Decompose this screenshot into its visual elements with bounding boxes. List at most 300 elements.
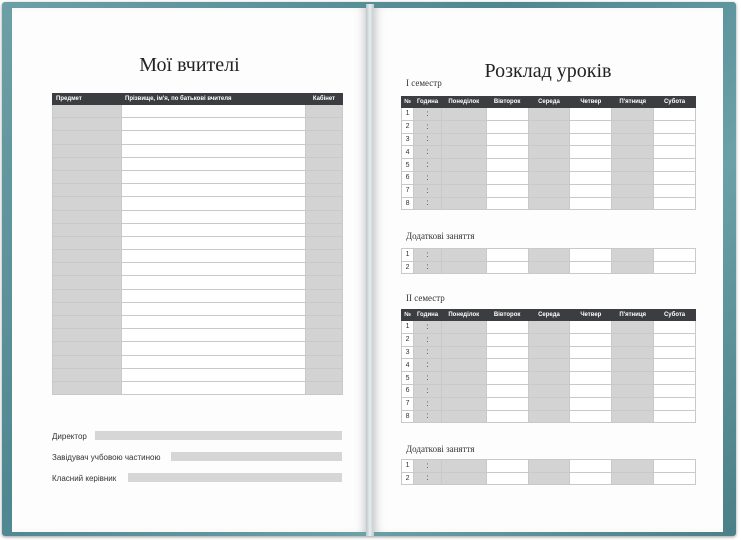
lesson-cell[interactable]: [441, 120, 486, 133]
subject-cell[interactable]: [53, 302, 122, 315]
subject-cell[interactable]: [53, 289, 122, 302]
teacher-row: [53, 157, 343, 170]
lesson-number: 7: [402, 184, 414, 197]
lesson-time-cell[interactable]: :: [414, 133, 442, 146]
room-cell[interactable]: [306, 316, 343, 329]
teacher-row: [53, 170, 343, 183]
lesson-cell[interactable]: [528, 159, 570, 172]
lesson-time-cell[interactable]: :: [414, 184, 442, 197]
lesson-cell[interactable]: [486, 197, 528, 210]
lesson-cell[interactable]: [570, 472, 612, 485]
semester-2-label: II семестр: [406, 293, 445, 303]
teacher-row: [53, 223, 343, 236]
lesson-cell[interactable]: [528, 133, 570, 146]
teacher-row: [53, 210, 343, 223]
teacher-name-cell[interactable]: [122, 170, 306, 183]
lesson-cell[interactable]: [570, 410, 612, 423]
lesson-cell[interactable]: [528, 184, 570, 197]
lesson-cell[interactable]: [570, 372, 612, 385]
room-cell[interactable]: [306, 236, 343, 249]
schedule-row: [402, 410, 696, 423]
schedule-row: [402, 146, 696, 159]
teacher-name-cell[interactable]: [122, 276, 306, 289]
room-cell[interactable]: [306, 197, 343, 210]
schedule-row: [402, 384, 696, 397]
subject-cell[interactable]: [53, 250, 122, 263]
room-cell[interactable]: [306, 131, 343, 144]
room-cell[interactable]: [306, 289, 343, 302]
lesson-cell[interactable]: [486, 397, 528, 410]
header-subject: Предмет: [53, 94, 122, 105]
lesson-cell[interactable]: [528, 397, 570, 410]
lesson-cell[interactable]: [612, 410, 654, 423]
lesson-cell[interactable]: [486, 333, 528, 346]
lesson-cell[interactable]: [486, 372, 528, 385]
lesson-cell[interactable]: [486, 249, 528, 262]
schedule-row: [402, 460, 696, 473]
schedule-row: [402, 197, 696, 210]
subject-cell[interactable]: [53, 381, 122, 394]
lesson-cell[interactable]: [441, 249, 486, 262]
semester-2-schedule: [401, 309, 696, 423]
lesson-cell[interactable]: [528, 472, 570, 485]
teacher-row: [53, 197, 343, 210]
lesson-cell[interactable]: [612, 472, 654, 485]
teacher-name-cell[interactable]: [122, 223, 306, 236]
lesson-cell[interactable]: [570, 321, 612, 334]
teacher-name-cell[interactable]: [122, 197, 306, 210]
lesson-cell[interactable]: [654, 171, 696, 184]
lesson-cell[interactable]: [486, 346, 528, 359]
lesson-cell[interactable]: [486, 359, 528, 372]
lesson-cell[interactable]: [654, 346, 696, 359]
lesson-cell[interactable]: [570, 133, 612, 146]
lesson-cell[interactable]: [486, 108, 528, 121]
lesson-time-cell[interactable]: :: [414, 359, 442, 372]
schedule-header-1: Година: [414, 97, 442, 108]
room-cell[interactable]: [306, 302, 343, 315]
lesson-cell[interactable]: [528, 384, 570, 397]
schedule-page: [373, 8, 723, 532]
subject-cell[interactable]: [53, 223, 122, 236]
lesson-number: 3: [402, 346, 414, 359]
lesson-cell[interactable]: [612, 372, 654, 385]
schedule-row: [402, 372, 696, 385]
room-cell[interactable]: [306, 381, 343, 394]
teacher-name-cell[interactable]: [122, 263, 306, 276]
lesson-cell[interactable]: [486, 171, 528, 184]
lesson-cell[interactable]: [528, 346, 570, 359]
teacher-row: [53, 131, 343, 144]
lesson-time-cell[interactable]: :: [414, 397, 442, 410]
teacher-name-cell[interactable]: [122, 118, 306, 131]
lesson-number: 1: [402, 108, 414, 121]
lesson-cell[interactable]: [654, 321, 696, 334]
lesson-cell[interactable]: [528, 108, 570, 121]
schedule-row: [402, 261, 696, 274]
subject-cell[interactable]: [53, 105, 122, 118]
lesson-cell[interactable]: [612, 359, 654, 372]
teacher-row: [53, 263, 343, 276]
lesson-cell[interactable]: [486, 384, 528, 397]
lesson-cell[interactable]: [486, 120, 528, 133]
lesson-cell[interactable]: [486, 159, 528, 172]
lesson-time-cell[interactable]: :: [414, 159, 442, 172]
lesson-number: 2: [402, 120, 414, 133]
lesson-cell[interactable]: [612, 197, 654, 210]
lesson-cell[interactable]: [654, 249, 696, 262]
lesson-time-cell[interactable]: :: [414, 171, 442, 184]
lesson-cell[interactable]: [528, 460, 570, 473]
lesson-cell[interactable]: [654, 146, 696, 159]
lesson-number: 8: [402, 410, 414, 423]
lesson-cell[interactable]: [654, 410, 696, 423]
header-room: Кабінет: [306, 94, 343, 105]
teacher-name-cell[interactable]: [122, 144, 306, 157]
schedule-header-5: Четвер: [570, 310, 612, 321]
schedule-header-5: Четвер: [570, 97, 612, 108]
schedule-header-4: Середа: [528, 97, 570, 108]
lesson-number: 5: [402, 159, 414, 172]
lesson-cell[interactable]: [654, 472, 696, 485]
lesson-cell[interactable]: [441, 472, 486, 485]
lesson-time-cell[interactable]: :: [414, 120, 442, 133]
subject-cell[interactable]: [53, 263, 122, 276]
lesson-cell[interactable]: [441, 133, 486, 146]
lesson-cell[interactable]: [441, 410, 486, 423]
lesson-cell[interactable]: [441, 372, 486, 385]
lesson-cell[interactable]: [570, 146, 612, 159]
lesson-cell[interactable]: [441, 184, 486, 197]
lesson-cell[interactable]: [612, 261, 654, 274]
lesson-time-cell[interactable]: :: [414, 321, 442, 334]
lesson-number: 2: [402, 261, 414, 274]
schedule-row: [402, 346, 696, 359]
lesson-cell[interactable]: [570, 108, 612, 121]
lesson-cell[interactable]: [612, 346, 654, 359]
lesson-cell[interactable]: [441, 346, 486, 359]
lesson-cell[interactable]: [570, 346, 612, 359]
teacher-name-cell[interactable]: [122, 157, 306, 170]
schedule-header-1: Година: [414, 310, 442, 321]
lesson-cell[interactable]: [570, 249, 612, 262]
lesson-cell[interactable]: [570, 333, 612, 346]
lesson-time-cell[interactable]: :: [414, 372, 442, 385]
teacher-name-cell[interactable]: [122, 329, 306, 342]
teacher-row: [53, 105, 343, 118]
lesson-cell[interactable]: [441, 333, 486, 346]
lesson-cell[interactable]: [654, 460, 696, 473]
lesson-time-cell[interactable]: :: [414, 346, 442, 359]
subject-cell[interactable]: [53, 355, 122, 368]
lesson-cell[interactable]: [528, 249, 570, 262]
schedule-row: [402, 120, 696, 133]
lesson-cell[interactable]: [486, 410, 528, 423]
lesson-cell[interactable]: [570, 171, 612, 184]
lesson-number: 4: [402, 359, 414, 372]
lesson-cell[interactable]: [612, 321, 654, 334]
page-title: Мої вчителі: [139, 54, 240, 76]
class-teacher-line[interactable]: [128, 473, 342, 482]
lesson-time-cell[interactable]: :: [414, 146, 442, 159]
lesson-cell[interactable]: [654, 184, 696, 197]
lesson-cell[interactable]: [570, 184, 612, 197]
lesson-cell[interactable]: [654, 384, 696, 397]
room-cell[interactable]: [306, 342, 343, 355]
lesson-cell[interactable]: [528, 171, 570, 184]
teacher-row: [53, 144, 343, 157]
schedule-header-4: Середа: [528, 310, 570, 321]
lesson-cell[interactable]: [612, 159, 654, 172]
schedule-header-3: Вівторок: [486, 310, 528, 321]
room-cell[interactable]: [306, 118, 343, 131]
room-cell[interactable]: [306, 223, 343, 236]
subject-cell[interactable]: [53, 368, 122, 381]
teacher-row: [53, 342, 343, 355]
lesson-cell[interactable]: [612, 397, 654, 410]
lesson-cell[interactable]: [528, 333, 570, 346]
teacher-row: [53, 329, 343, 342]
room-cell[interactable]: [306, 157, 343, 170]
teacher-name-cell[interactable]: [122, 184, 306, 197]
lesson-time-cell[interactable]: :: [414, 261, 442, 274]
lesson-cell[interactable]: [654, 159, 696, 172]
teacher-name-cell[interactable]: [122, 250, 306, 263]
lesson-number: 7: [402, 397, 414, 410]
lesson-cell[interactable]: [441, 359, 486, 372]
lesson-cell[interactable]: [441, 397, 486, 410]
lesson-cell[interactable]: [570, 197, 612, 210]
schedule-header-2: Понеділок: [441, 310, 486, 321]
header-teacher-name: Прізвище, ім'я, по батькові вчителя: [122, 94, 306, 105]
teacher-name-cell[interactable]: [122, 105, 306, 118]
teacher-row: [53, 118, 343, 131]
schedule-header-3: Вівторок: [486, 97, 528, 108]
teacher-name-cell[interactable]: [122, 368, 306, 381]
room-cell[interactable]: [306, 210, 343, 223]
lesson-number: 2: [402, 333, 414, 346]
room-cell[interactable]: [306, 250, 343, 263]
lesson-cell[interactable]: [441, 159, 486, 172]
lesson-cell[interactable]: [612, 146, 654, 159]
room-cell[interactable]: [306, 368, 343, 381]
room-cell[interactable]: [306, 276, 343, 289]
lesson-cell[interactable]: [441, 171, 486, 184]
lesson-cell[interactable]: [654, 372, 696, 385]
teacher-row: [53, 250, 343, 263]
lesson-cell[interactable]: [441, 146, 486, 159]
lesson-cell[interactable]: [612, 249, 654, 262]
lesson-cell[interactable]: [612, 120, 654, 133]
room-cell[interactable]: [306, 184, 343, 197]
subject-cell[interactable]: [53, 157, 122, 170]
lesson-number: 3: [402, 133, 414, 146]
subject-cell[interactable]: [53, 329, 122, 342]
subject-cell[interactable]: [53, 184, 122, 197]
lesson-cell[interactable]: [528, 359, 570, 372]
lesson-cell[interactable]: [528, 321, 570, 334]
lesson-cell[interactable]: [654, 133, 696, 146]
head-teacher-label: Завідувач учбовою частиною: [52, 453, 161, 462]
room-cell[interactable]: [306, 329, 343, 342]
room-cell[interactable]: [306, 170, 343, 183]
teacher-row: [53, 368, 343, 381]
teacher-row: [53, 381, 343, 394]
lesson-time-cell[interactable]: :: [414, 197, 442, 210]
subject-cell[interactable]: [53, 144, 122, 157]
lesson-cell[interactable]: [570, 359, 612, 372]
lesson-number: 6: [402, 384, 414, 397]
teacher-row: [53, 302, 343, 315]
teachers-table: [52, 93, 343, 395]
schedule-row: [402, 171, 696, 184]
schedule-row: [402, 108, 696, 121]
teacher-name-cell[interactable]: [122, 381, 306, 394]
lesson-time-cell[interactable]: :: [414, 472, 442, 485]
lesson-cell[interactable]: [441, 108, 486, 121]
room-cell[interactable]: [306, 263, 343, 276]
teacher-name-cell[interactable]: [122, 236, 306, 249]
teacher-name-cell[interactable]: [122, 302, 306, 315]
lesson-cell[interactable]: [486, 146, 528, 159]
subject-cell[interactable]: [53, 236, 122, 249]
schedule-row: [402, 249, 696, 262]
subject-cell[interactable]: [53, 342, 122, 355]
lesson-cell[interactable]: [441, 460, 486, 473]
teacher-row: [53, 289, 343, 302]
schedule-row: [402, 184, 696, 197]
lesson-number: 2: [402, 472, 414, 485]
lesson-cell[interactable]: [528, 146, 570, 159]
teacher-row: [53, 276, 343, 289]
lesson-cell[interactable]: [570, 261, 612, 274]
lesson-cell[interactable]: [654, 333, 696, 346]
extra-classes-2-label: Додаткові заняття: [406, 444, 475, 454]
lesson-number: 1: [402, 249, 414, 262]
class-teacher-label: Класний керівник: [52, 474, 117, 483]
lesson-time-cell[interactable]: :: [414, 410, 442, 423]
subject-cell[interactable]: [53, 131, 122, 144]
semester-1-schedule: [401, 96, 696, 210]
lesson-cell[interactable]: [654, 261, 696, 274]
lesson-cell[interactable]: [528, 120, 570, 133]
schedule-row: [402, 472, 696, 485]
lesson-cell[interactable]: [486, 184, 528, 197]
extra-classes-1-label: Додаткові заняття: [406, 231, 475, 241]
schedule-header-6: П'ятниця: [612, 97, 654, 108]
lesson-cell[interactable]: [654, 108, 696, 121]
schedule-row: [402, 321, 696, 334]
lesson-cell[interactable]: [486, 321, 528, 334]
teacher-name-cell[interactable]: [122, 210, 306, 223]
lesson-time-cell[interactable]: :: [414, 333, 442, 346]
subject-cell[interactable]: [53, 170, 122, 183]
subject-cell[interactable]: [53, 316, 122, 329]
lesson-cell[interactable]: [486, 133, 528, 146]
lesson-number: 8: [402, 197, 414, 210]
lesson-cell[interactable]: [654, 359, 696, 372]
lesson-cell[interactable]: [486, 472, 528, 485]
schedule-header-7: Субота: [654, 97, 696, 108]
lesson-time-cell[interactable]: :: [414, 460, 442, 473]
lesson-cell[interactable]: [612, 171, 654, 184]
teacher-row: [53, 316, 343, 329]
lesson-time-cell[interactable]: :: [414, 249, 442, 262]
schedule-header-0: №: [402, 97, 414, 108]
room-cell[interactable]: [306, 355, 343, 368]
teacher-name-cell[interactable]: [122, 316, 306, 329]
lesson-cell[interactable]: [528, 197, 570, 210]
lesson-cell[interactable]: [441, 197, 486, 210]
page-title: Розклад уроків: [484, 60, 612, 82]
schedule-header-7: Субота: [654, 310, 696, 321]
schedule-header-6: П'ятниця: [612, 310, 654, 321]
teacher-name-cell[interactable]: [122, 131, 306, 144]
lesson-cell[interactable]: [612, 460, 654, 473]
subject-cell[interactable]: [53, 210, 122, 223]
lesson-cell[interactable]: [612, 333, 654, 346]
lesson-cell[interactable]: [654, 120, 696, 133]
lesson-cell[interactable]: [612, 384, 654, 397]
lesson-cell[interactable]: [441, 321, 486, 334]
room-cell[interactable]: [306, 144, 343, 157]
lesson-cell[interactable]: [612, 133, 654, 146]
schedule-row: [402, 159, 696, 172]
extra-classes-2-table: [401, 459, 696, 485]
lesson-cell[interactable]: [441, 261, 486, 274]
lesson-number: 4: [402, 146, 414, 159]
lesson-cell[interactable]: [441, 384, 486, 397]
teacher-name-cell[interactable]: [122, 289, 306, 302]
teachers-page: [12, 8, 367, 532]
lesson-cell[interactable]: [486, 261, 528, 274]
lesson-time-cell[interactable]: :: [414, 108, 442, 121]
lesson-cell[interactable]: [612, 184, 654, 197]
director-label: Директор: [52, 432, 87, 441]
extra-classes-1-table: [401, 248, 696, 274]
lesson-cell[interactable]: [570, 159, 612, 172]
teacher-name-cell[interactable]: [122, 355, 306, 368]
teacher-name-cell[interactable]: [122, 342, 306, 355]
lesson-cell[interactable]: [486, 460, 528, 473]
lesson-time-cell[interactable]: :: [414, 384, 442, 397]
lesson-cell[interactable]: [654, 197, 696, 210]
teacher-row: [53, 236, 343, 249]
lesson-cell[interactable]: [528, 372, 570, 385]
subject-cell[interactable]: [53, 197, 122, 210]
lesson-cell[interactable]: [528, 261, 570, 274]
director-line[interactable]: [95, 431, 342, 440]
lesson-number: 1: [402, 321, 414, 334]
lesson-cell[interactable]: [570, 120, 612, 133]
lesson-number: 5: [402, 372, 414, 385]
lesson-number: 6: [402, 171, 414, 184]
head-teacher-line[interactable]: [171, 452, 342, 461]
subject-cell[interactable]: [53, 118, 122, 131]
schedule-header-2: Понеділок: [441, 97, 486, 108]
schedule-row: [402, 333, 696, 346]
room-cell[interactable]: [306, 105, 343, 118]
lesson-cell[interactable]: [528, 410, 570, 423]
lesson-number: 1: [402, 460, 414, 473]
lesson-cell[interactable]: [654, 397, 696, 410]
lesson-cell[interactable]: [570, 384, 612, 397]
lesson-cell[interactable]: [570, 460, 612, 473]
subject-cell[interactable]: [53, 276, 122, 289]
lesson-cell[interactable]: [570, 397, 612, 410]
lesson-cell[interactable]: [612, 108, 654, 121]
schedule-row: [402, 133, 696, 146]
